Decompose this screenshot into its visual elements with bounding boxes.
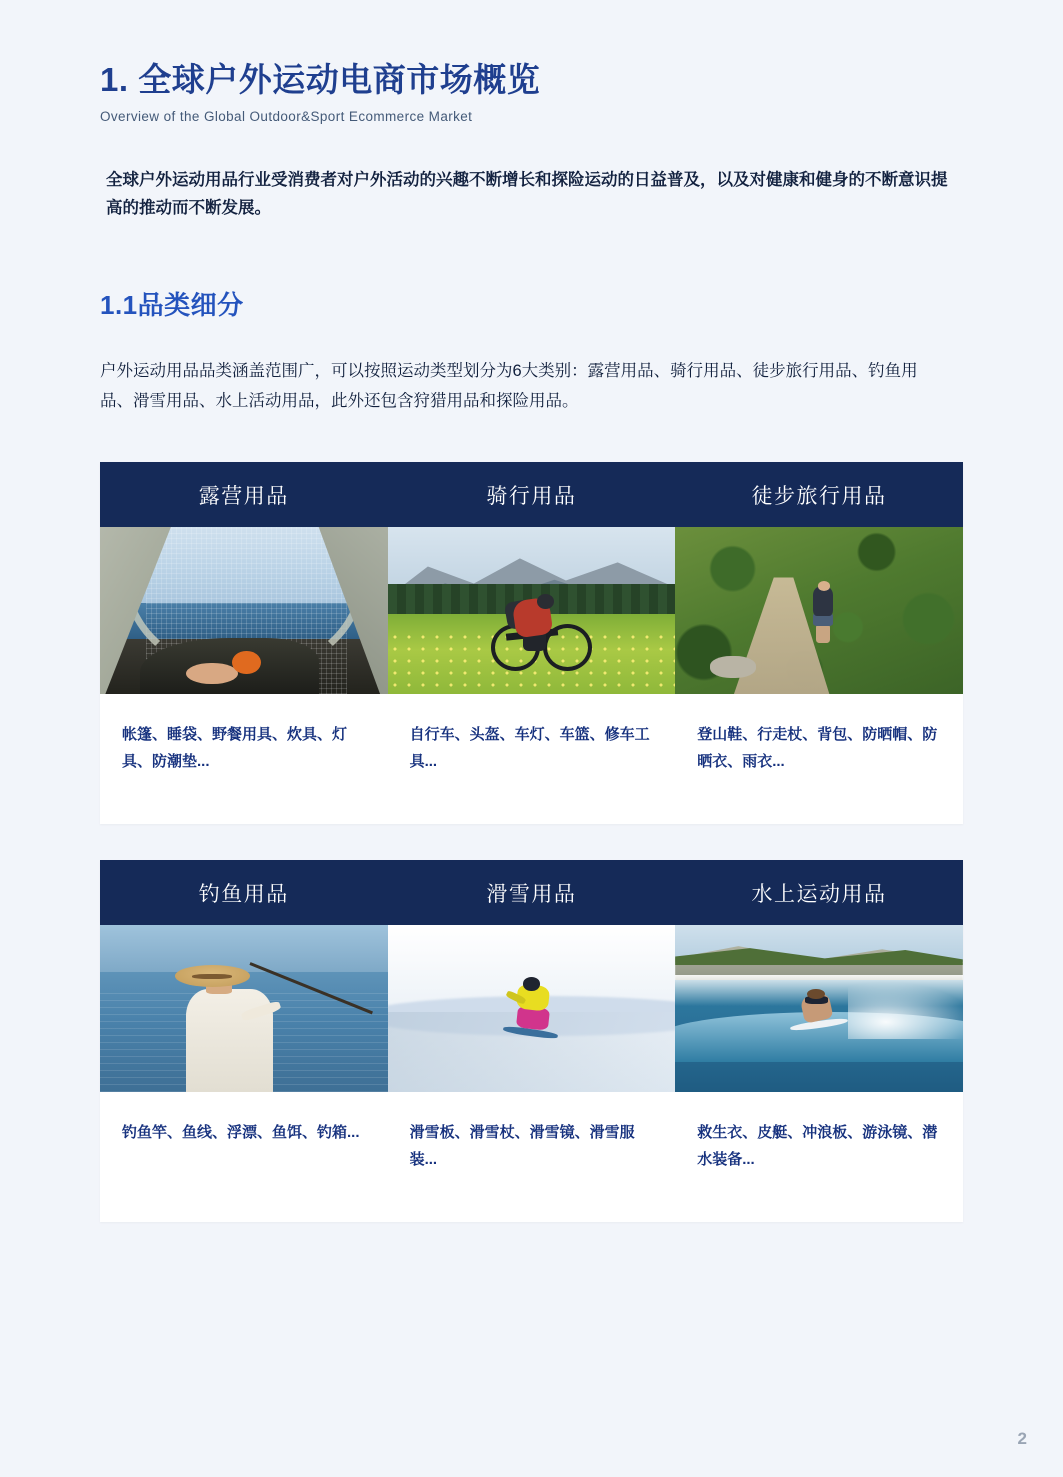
category-card bbox=[100, 462, 388, 824]
surfing-wave-photo bbox=[675, 925, 963, 1092]
category-card-title: 徒步旅行用品 bbox=[675, 462, 963, 527]
category-card-description: 帐篷、睡袋、野餐用具、炊具、灯具、防潮垫... bbox=[122, 726, 348, 771]
intro-paragraph: 全球户外运动用品行业受消费者对户外活动的兴趣不断增长和探险运动的日益普及，以及对健康和健身的不断意识提高的推动而不断发展。 bbox=[106, 170, 948, 218]
hiking-trail-photo bbox=[675, 527, 963, 694]
category-card-grid-row-2 bbox=[100, 860, 963, 1222]
category-card-description: 登山鞋、行走杖、背包、防晒帽、防晒衣、雨衣... bbox=[697, 726, 938, 771]
page-title: 1. 全球户外运动电商市场概览 bbox=[100, 61, 541, 98]
category-card-description: 救生衣、皮艇、冲浪板、游泳镜、潜水装备... bbox=[697, 1124, 938, 1169]
category-card-description: 滑雪板、滑雪杖、滑雪镜、滑雪服装... bbox=[409, 1124, 635, 1169]
category-card bbox=[675, 462, 963, 824]
category-card-title: 骑行用品 bbox=[388, 462, 676, 527]
category-card-title: 水上运动用品 bbox=[675, 860, 963, 925]
category-card-description: 自行车、头盔、车灯、车篮、修车工具... bbox=[409, 726, 650, 771]
page-number: 2 bbox=[1017, 1429, 1027, 1448]
cycling-mountain-bike-photo bbox=[388, 527, 676, 694]
camping-tent-photo bbox=[100, 527, 388, 694]
page-subtitle: Overview of the Global Outdoor&Sport Ecommerce Market bbox=[100, 108, 473, 124]
skiing-snowboarder-photo bbox=[388, 925, 676, 1092]
category-card bbox=[100, 860, 388, 1222]
category-card-title: 滑雪用品 bbox=[388, 860, 676, 925]
section-title: 1.1品类细分 bbox=[100, 290, 244, 321]
category-card-description: 钓鱼竿、鱼线、浮漂、鱼饵、钓箱... bbox=[122, 1124, 360, 1142]
section-body-text: 户外运动用品品类涵盖范围广，可以按照运动类型划分为6大类别：露营用品、骑行用品、徒步旅行用品、钓鱼用品、滑雪用品、水上活动用品，此外还包含狩猎用品和探险用品。 bbox=[100, 362, 918, 411]
category-card-grid-row-1 bbox=[100, 462, 963, 824]
category-card-title: 露营用品 bbox=[100, 462, 388, 527]
category-card-title: 钓鱼用品 bbox=[100, 860, 388, 925]
category-card bbox=[388, 462, 676, 824]
category-card bbox=[675, 860, 963, 1222]
category-card bbox=[388, 860, 676, 1222]
fishing-angler-photo bbox=[100, 925, 388, 1092]
